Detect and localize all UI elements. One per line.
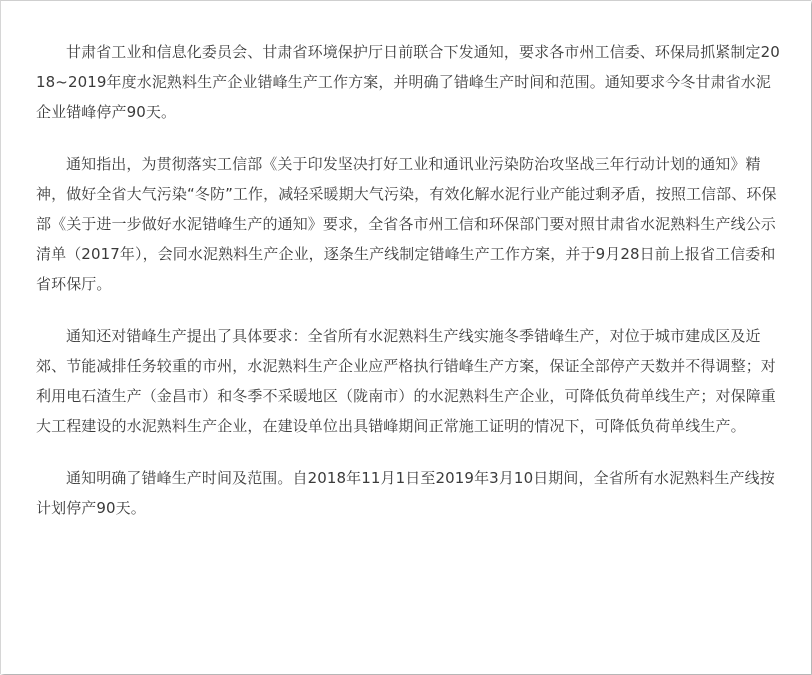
article-paragraph-1: 甘肃省工业和信息化委员会、甘肃省环境保护厅日前联合下发通知，要求各市州工信委、环保局抓紧制定2018~2019年度水泥熟料生产企业错峰生产工作方案，并明确了错峰生产时间和范围。通知要求今冬甘肃省水泥企业错峰停产90天。 — [36, 43, 780, 121]
article-paragraph-2: 通知指出，为贯彻落实工信部《关于印发坚决打好工业和通讯业污染防治攻坚战三年行动计划的通知》精神，做好全省大气污染“冬防”工作，减轻采暖期大气污染，有效化解水泥行业产能过剩矛盾，按照工信部、环保部《关于进一步做好水泥错峰生产的通知》要求，全省各市州工信和环保部门要对照甘肃省水泥熟料生产线公示清单（2017年），会同水泥熟料生产企业，逐条生产线制定错峰生产工作方案，并于9月28日前上报省工信委和省环保厅。 — [36, 155, 777, 293]
article-paragraph-4: 通知明确了错峰生产时间及范围。自2018年11月1日至2019年3月10日期间，全省所有水泥熟料生产线按计划停产90天。 — [36, 469, 775, 517]
article-body — [36, 37, 781, 545]
article-paragraph-3: 通知还对错峰生产提出了具体要求：全省所有水泥熟料生产线实施冬季错峰生产，对位于城市建成区及近郊、节能减排任务较重的市州，水泥熟料生产企业应严格执行错峰生产方案，保证全部停产天数并不得调整；对利用电石渣生产（金昌市）和冬季不采暖地区（陇南市）的水泥熟料生产企业，可降低负荷单线生产；对保障重大工程建设的水泥熟料生产企业，在建设单位出具错峰期间正常施工证明的情况下，可降低负荷单线生产。 — [36, 327, 776, 435]
